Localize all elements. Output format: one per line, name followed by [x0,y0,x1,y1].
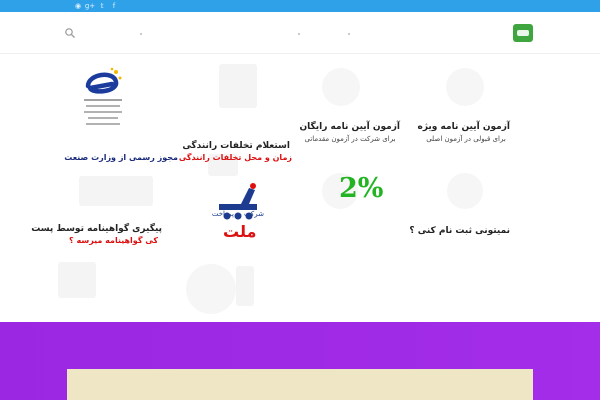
mellat-name: ملت [223,222,257,241]
special-test-subtitle: برای قبولی در آزمون اصلی [426,135,506,143]
violations-title[interactable]: استعلام تخلفات رانندگی [182,141,290,151]
ghost-icon [219,64,257,108]
discount-percent: 2% [339,173,384,204]
rss-icon[interactable]: ◉ [74,2,82,10]
ghost-icon [236,266,254,306]
violations-subtitle: زمان و محل تخلفات رانندگی [178,153,292,162]
register-help-title[interactable]: نمیتونی ثبت نام کنی ؟ [409,226,510,236]
top-bar [0,0,600,12]
nav-item[interactable] [348,33,350,35]
certificate-tracking-subtitle: کی گواهینامه میرسه ؟ [69,236,158,245]
car-icon[interactable] [513,24,533,42]
ghost-icon [446,68,484,106]
free-test-title[interactable]: آزمون آیین نامه رایگان [299,122,400,132]
free-test-subtitle: برای شرکت در آزمون مقدماتی [304,135,396,143]
mellat-caption: شرکت به پرداخت [211,210,264,218]
ghost-icon [58,262,96,298]
social-links [72,1,120,11]
main-navbar [0,12,600,54]
ghost-icon [447,173,483,209]
banner-image[interactable] [67,369,533,400]
ghost-icon [186,264,236,314]
ministry-license-text: مجوز رسمی از وزارت صنعت [64,153,178,162]
certificate-tracking-title[interactable]: پیگیری گواهینامه توسط پست [31,224,162,234]
ghost-icon [322,68,360,106]
twitter-icon[interactable]: 𝕥 [100,2,104,10]
facebook-icon[interactable]: f [112,2,116,10]
google-plus-icon[interactable]: g+ [84,2,96,10]
enamad-seal[interactable] [78,62,128,134]
ghost-icon [79,176,153,206]
nav-item[interactable] [298,33,300,35]
nav-item[interactable] [140,33,142,35]
special-test-title[interactable]: آزمون آیین نامه ویژه [417,122,510,132]
search-icon[interactable] [64,27,76,39]
